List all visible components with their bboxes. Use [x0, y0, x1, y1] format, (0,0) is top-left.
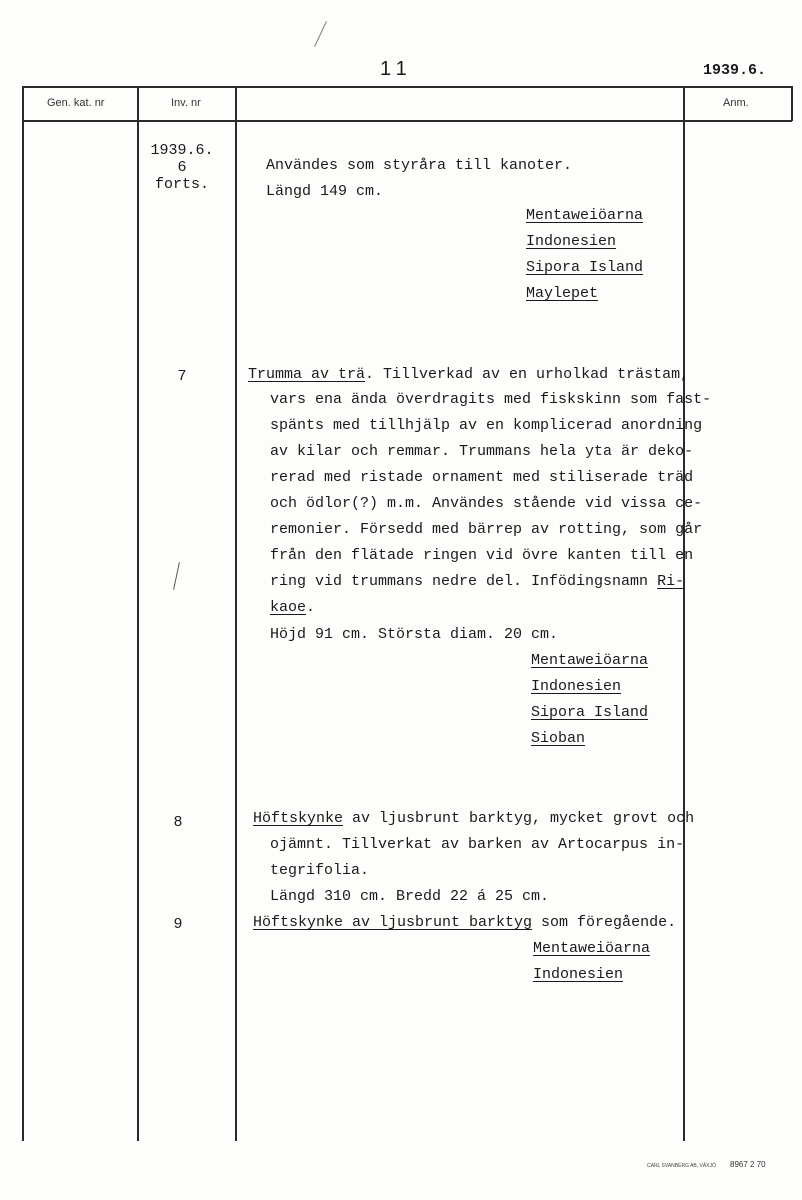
entry-7-line: från den flätade ringen vid övre kanten till en	[270, 547, 694, 564]
inv-line: 1939.6.	[150, 142, 214, 159]
entry-7-line: och ödlor(?) m.m. Användes stående vid vissa ce-	[270, 495, 703, 512]
entry-7-line: ring vid trummans nedre del. Infödingsnamn Ri-	[270, 573, 685, 590]
item-title: Trumma av trä	[248, 366, 366, 383]
entry-7-line: Höjd 91 cm. Största diam. 20 cm.	[270, 626, 559, 643]
entry-8-line: Längd 310 cm. Bredd 22 á 25 cm.	[270, 888, 550, 905]
entry-7-line: av kilar och remmar. Trummans hela yta är deko-	[270, 443, 694, 460]
inv-line: 6	[177, 159, 187, 176]
entry-7-line: remonier. Försedd med bärrep av rotting, som går	[270, 521, 703, 538]
entry-7-line: Trumma av trä. Tillverkad av en urholkad trästam,	[248, 366, 690, 383]
pen-mark	[173, 562, 180, 590]
entry-7-line: spänts med tillhjälp av en komplicerad anordning	[270, 417, 703, 434]
column-rule-right	[791, 86, 793, 121]
location-label: Sipora Island	[531, 704, 649, 721]
page-number: 11	[380, 58, 413, 80]
column-rule-anm	[683, 86, 685, 1141]
entry-6-line: Användes som styråra till kanoter.	[266, 157, 573, 174]
location-label: Indonesien	[533, 966, 624, 983]
location-label: Indonesien	[526, 233, 617, 250]
form-code: 8967 2 70	[730, 1160, 766, 1169]
page-reference: 1939.6.	[703, 62, 767, 79]
location-label: Indonesien	[531, 678, 622, 695]
inv-number-9: 9	[173, 916, 183, 933]
entry-7-line: kaoe.	[270, 599, 316, 616]
printer-imprint: CARL SVANBERG AB, VÄXJÖ	[647, 1163, 716, 1169]
entry-8-line: ojämnt. Tillverkat av barken av Artocarpus in-	[270, 836, 685, 853]
entry-9-line: Höftskynke av ljusbrunt barktyg som föregående.	[253, 914, 677, 931]
entry-6-line: Längd 149 cm.	[266, 183, 384, 200]
location-label: Mentaweiöarna	[533, 940, 651, 957]
entry-7-line: rerad med ristade ornament med stiliserade träd	[270, 469, 694, 486]
entry-7-line: vars ena ända överdragits med fiskskinn som fast-	[270, 391, 712, 408]
inv-number-7: 7	[177, 368, 187, 385]
location-label: Mentaweiöarna	[526, 207, 644, 224]
inv-line: forts.	[154, 176, 209, 193]
column-rule-inv	[235, 86, 237, 1141]
item-title: Höftskynke av ljusbrunt barktyg	[253, 914, 533, 931]
entry-8-line: tegrifolia.	[270, 862, 370, 879]
location-label: Sioban	[531, 730, 586, 747]
inv-number-8: 8	[173, 814, 183, 831]
header-anm: Anm.	[723, 97, 749, 109]
item-title: Höftskynke	[253, 810, 344, 827]
location-label: Mentaweiöarna	[531, 652, 649, 669]
entry-8-line: Höftskynke av ljusbrunt barktyg, mycket grovt och	[253, 810, 695, 827]
location-label: Sipora Island	[526, 259, 644, 276]
location-label: Maylepet	[526, 285, 599, 302]
native-name: kaoe	[270, 599, 307, 616]
native-name: Ri-	[657, 573, 685, 590]
pen-mark	[314, 21, 327, 47]
column-rule-left	[22, 86, 24, 1141]
inv-number-6	[150, 142, 214, 193]
header-gen-kat: Gen. kat. nr	[47, 97, 105, 109]
column-rule-gen	[137, 86, 139, 1141]
header-inv: Inv. nr	[171, 97, 201, 109]
